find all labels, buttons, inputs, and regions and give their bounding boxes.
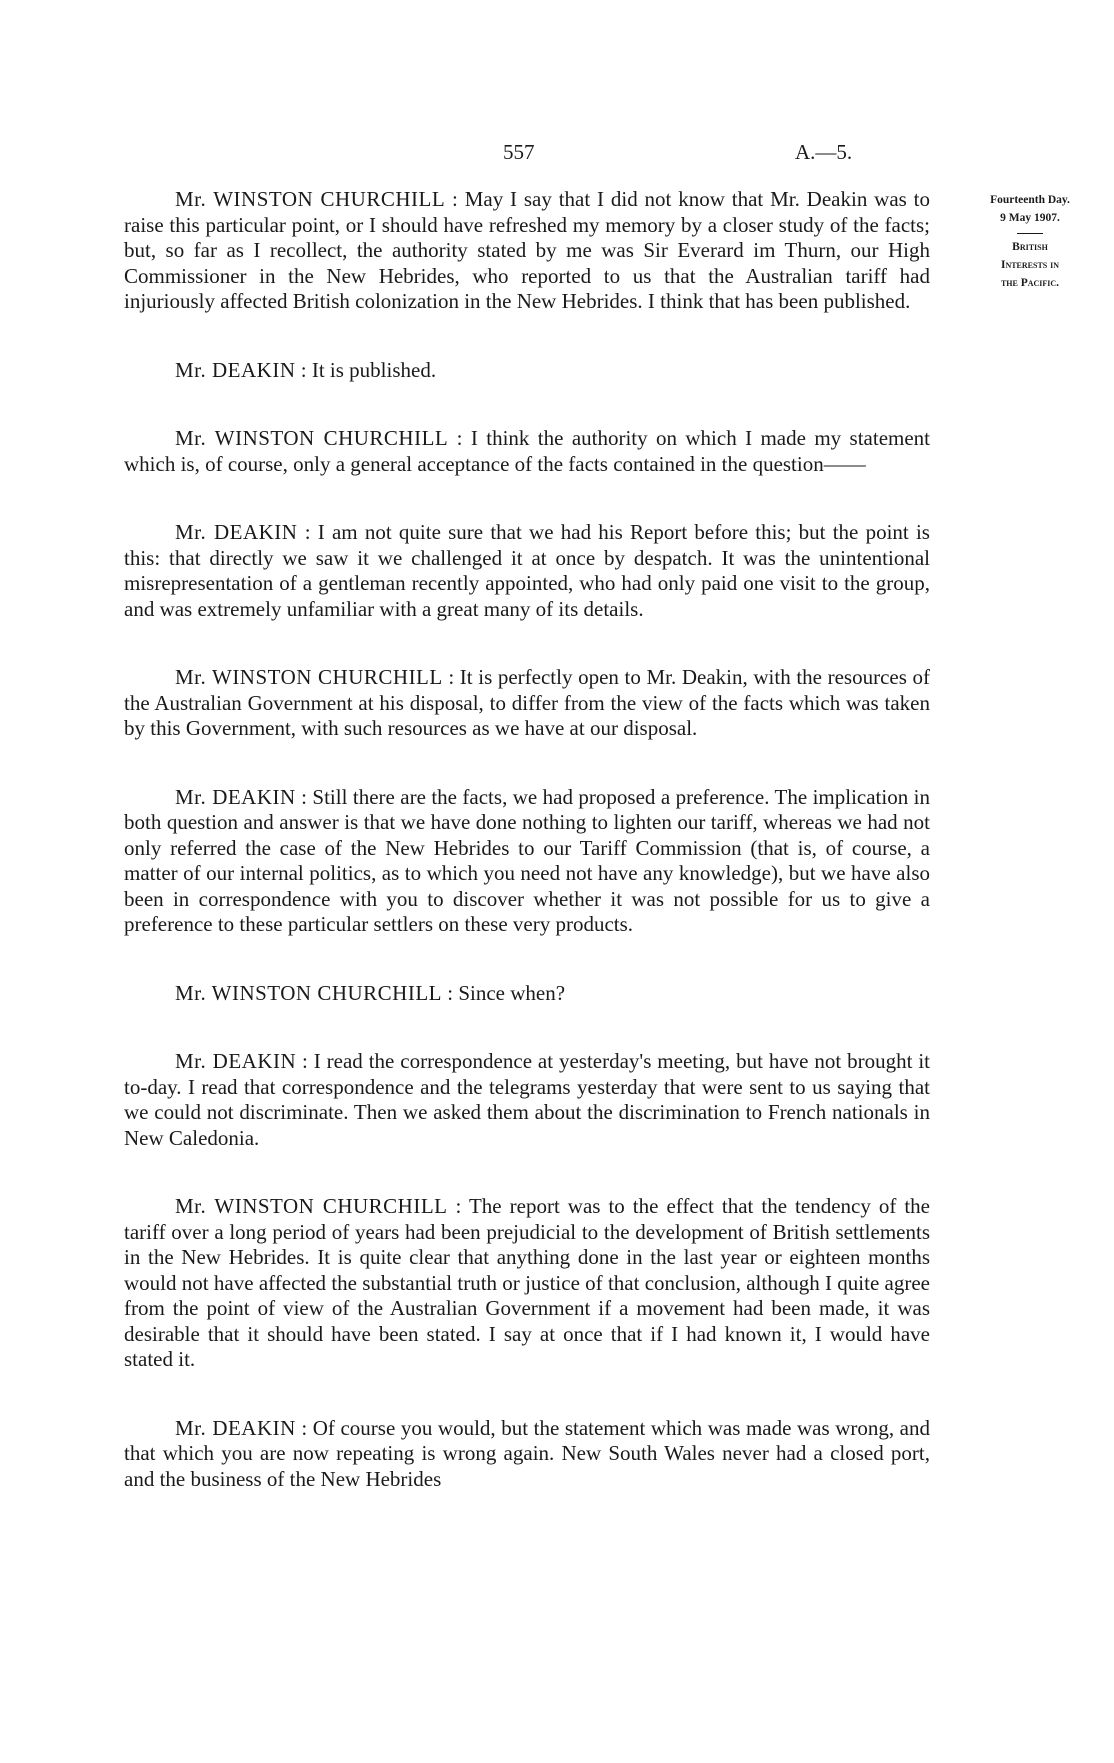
margin-note-divider (1017, 233, 1043, 234)
speech-text: Of course you would, but the statement which was made was wrong, and that which you are now repeating is wrong again. New South Wales never had a closed port, and the business of the New Hebrides (124, 1415, 930, 1491)
speech-paragraph: Mr. DEAKIN : I am not quite sure that we had his Report before this; but the point is this: that directly we saw it we challenged it at once by despatch. It was the unintentional misrepresentation of a gentleman recently appointed, who had only paid one visit to the group, and was extremely unfamiliar with a great many of its details. (124, 520, 930, 621)
speech-paragraph: Mr. WINSTON CHURCHILL : The report was to the effect that the tendency of the tariff over a long period of years had been prejudicial to the development of British settlements in the New Hebrides. It is quite clear that anything done in the last year or eighteen months would not have affected the substantial truth or justice of that conclusion, although I quite agree from the point of view of the Australian Government if a movement had been made, it was desirable that it should have been stated. I say at once that if I had known it, I would have stated it. (124, 1194, 930, 1371)
margin-note (955, 191, 1105, 292)
speech-text: I read the correspondence at yesterday's meeting, but have not brought it to-day. I read that correspondence and the telegrams yesterday that were sent to us saying that we could not discriminate. Then we asked them about the discrimination to French nationals in New Caledonia. (124, 1049, 930, 1150)
margin-note-topic-line-1: British (1012, 241, 1048, 253)
speaker-name: Mr. DEAKIN (175, 1049, 297, 1073)
speaker-name: Mr. DEAKIN (175, 1415, 296, 1440)
page-number: 557 (503, 140, 535, 164)
speech-paragraph: Mr. WINSTON CHURCHILL : I think the authority on which I made my statement which is, of course, only a general acceptance of the facts contained in the question—— (124, 426, 931, 476)
speaker-name: Mr. WINSTON CHURCHILL (175, 665, 443, 689)
speaker-name: Mr. DEAKIN (175, 520, 298, 544)
speaker-name: Mr. WINSTON CHURCHILL (175, 426, 449, 450)
speech-text: The report was to the effect that the tendency of the tariff over a long period of years had been prejudicial to the development of British settlements in the New Hebrides. It is quite clear that anything done in the last year or eighteen months would not have affected the substantial truth or justice of that conclusion, although I quite agree from the point of view of the Australian Government if a movement had been made, it was desirable that it should have been stated. I say at once that if I had known it, I would have stated it. (124, 1194, 930, 1371)
speech-paragraph: Mr. WINSTON CHURCHILL : Since when? (175, 980, 566, 1005)
speech-paragraph: Mr. DEAKIN : Still there are the facts, we had proposed a preference. The implication in both question and answer is that we have done nothing to lighten our tariff, whereas we had not only referred the case of the New Hebrides to our Tariff Commission (that is, of course, a matter of our internal politics, as to which you need not have any knowledge), but we have also been in correspondence with you to discover whether it was not possible for us to give a preference to these particular settlers on these very products. (124, 784, 930, 936)
speech-paragraph: Mr. WINSTON CHURCHILL : It is perfectly open to Mr. Deakin, with the resources of the Australian Government at his disposal, to differ from the view of the facts which was taken by this Government, with such resources as we have at our disposal. (124, 665, 930, 740)
speaker-name: Mr. DEAKIN (175, 784, 296, 809)
transcript-body (124, 187, 930, 1535)
speech-text: Since when? (458, 980, 566, 1005)
speaker-name: Mr. WINSTON CHURCHILL (175, 187, 446, 211)
speech-paragraph: Mr. DEAKIN : I read the correspondence at yesterday's meeting, but have not brought it to-day. I read that correspondence and the telegrams yesterday that were sent to us saying that we could not discriminate. Then we asked them about the discrimination to French nationals in New Caledonia. (124, 1049, 930, 1150)
speech-paragraph: Mr. DEAKIN : It is published. (175, 357, 437, 382)
speech-paragraph: Mr. DEAKIN : Of course you would, but the statement which was made was wrong, and that which you are now repeating is wrong again. New South Wales never had a closed port, and the business of the New Hebrides (124, 1415, 930, 1491)
document-reference: A.—5. (795, 140, 853, 164)
speech-text: May I say that I did not know that Mr. Deakin was to raise this particular point, or I should have refreshed my memory by a closer study of the facts; but, so far as I recollect, the authority stated by me was Sir Everard im Thurn, our High Commissioner in the New Hebrides, who reported to us that the Australian tariff had injuriously affected British colonization in the New Hebrides. I think that has been published. (124, 187, 930, 313)
speech-text: I think the authority on which I made my statement which is, of course, only a general acceptance of the facts contained in the question—— (124, 426, 931, 476)
page-header (0, 140, 1114, 170)
margin-note-topic-line-2: Interests in (1000, 259, 1060, 271)
margin-note-day: Fourteenth Day. (990, 194, 1070, 206)
speech-text: I am not quite sure that we had his Report before this; but the point is this: that directly we saw it we challenged it at once by despatch. It was the unintentional misrepresentation of a gentleman recently appointed, who had only paid one visit to the group, and was extremely unfamiliar with a great many of its details. (124, 520, 930, 621)
speech-text: It is published. (311, 357, 437, 382)
speaker-name: Mr. WINSTON CHURCHILL (175, 980, 442, 1005)
speech-text: It is perfectly open to Mr. Deakin, with the resources of the Australian Government at his disposal, to differ from the view of the facts which was taken by this Government, with such resources as we have at our disposal. (124, 665, 930, 740)
speaker-name: Mr. DEAKIN (175, 357, 296, 382)
speech-paragraph: Mr. WINSTON CHURCHILL : May I say that I did not know that Mr. Deakin was to raise this particular point, or I should have refreshed my memory by a closer study of the facts; but, so far as I recollect, the authority stated by me was Sir Everard im Thurn, our High Commissioner in the New Hebrides, who reported to us that the Australian tariff had injuriously affected British colonization in the New Hebrides. I think that has been published. (124, 187, 930, 313)
speaker-name: Mr. WINSTON CHURCHILL (175, 1194, 448, 1218)
speech-text: Still there are the facts, we had proposed a preference. The implication in both question and answer is that we have done nothing to lighten our tariff, whereas we had not only referred the case of the New Hebrides to our Tariff Commission (that is, of course, a matter of our internal politics, as to which you need not have any knowledge), but we have also been in correspondence with you to discover whether it was not possible for us to give a preference to these particular settlers on these very products. (124, 784, 930, 936)
margin-note-date: 9 May 1907. (1000, 212, 1060, 224)
margin-note-topic-line-3: the Pacific. (1000, 277, 1060, 289)
